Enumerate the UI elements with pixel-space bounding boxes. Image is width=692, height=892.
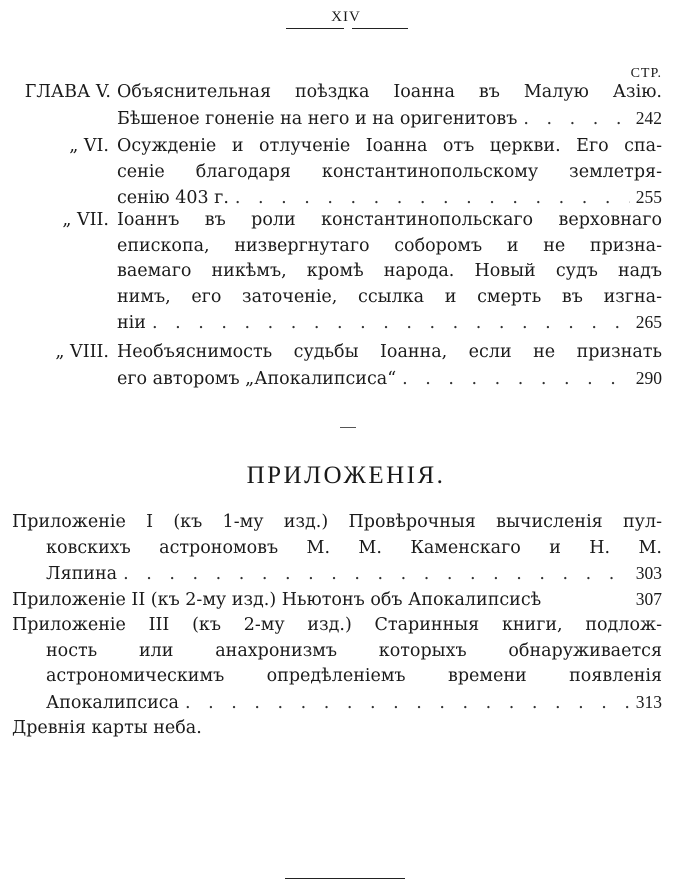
entry-line: его авторомъ „Апокалипсиса“ — [117, 368, 397, 389]
entry-line: Приложеніе I (къ 1-му изд.) Провѣрочныя вычисленія пул- — [12, 512, 662, 532]
dot-leader — [123, 562, 630, 588]
toc-entry-chapter-6 — [69, 134, 662, 212]
entry-line: Приложеніе II (къ 2-му изд.) Ньютонъ объ Апокалипсисѣ — [12, 590, 542, 610]
entry-line: астрономическимъ опредѣленіемъ времени появленія — [46, 666, 662, 686]
entry-line: епископа, низвергнутаго соборомъ и не призна- — [117, 235, 662, 256]
page-number: XIV — [331, 9, 361, 25]
footer-rule — [285, 878, 405, 879]
entry-line: сенію 403 г. — [117, 188, 229, 208]
entry-last-line — [12, 587, 662, 614]
dot-leader — [152, 311, 630, 337]
entry-line: Необъяснимость судьбы Іоанна, если не признать — [117, 342, 662, 362]
entry-line: нимъ, его заточеніе, ссылка и смерть въ изгна- — [117, 286, 662, 307]
page-ref: 313 — [635, 691, 662, 712]
entry-last-line — [12, 716, 662, 742]
toc-entry-appendix-3 — [12, 613, 662, 716]
entry-line: Приложеніе III (къ 2-му изд.) Старинныя книги, подлож- — [12, 615, 662, 635]
entry-last-line — [117, 366, 662, 393]
page-ref: 290 — [635, 367, 662, 388]
toc-entry-appendix-2 — [12, 587, 662, 614]
page-header — [0, 6, 692, 25]
dot-leader — [523, 107, 629, 133]
entry-line: Апокалипсиса — [46, 692, 179, 713]
entry-line: Бѣшеное гоненіе на него и на оригенитовъ — [117, 108, 518, 129]
entry-line: ніи — [117, 313, 146, 333]
entry-line: ковскихъ астрономовъ М. М. Каменскаго и Н. М. — [46, 537, 662, 558]
header-rule-left — [286, 28, 344, 29]
entry-last-line — [12, 690, 662, 717]
entry-line: сеніе благодаря константинопольскому землетря- — [117, 161, 662, 182]
entry-line: Объяснительная поѣздка Іоанна въ Малую Азію. — [117, 82, 662, 102]
page-ref: 265 — [635, 312, 662, 332]
entry-last-line — [117, 310, 662, 337]
toc-entry-chapter-5 — [24, 80, 662, 132]
dot-leader — [185, 691, 630, 717]
header-rule-right — [352, 28, 408, 29]
entry-line: ваемаго никѣмъ, кромѣ народа. Новый судъ надъ — [117, 261, 662, 281]
toc-entry-star-maps — [12, 716, 662, 742]
chapter-label: „ VII. — [62, 210, 109, 230]
chapter-label: ГЛАВА V. — [24, 82, 111, 102]
entry-line: Іоаннъ въ роли константинопольскаго верховнаго — [117, 210, 662, 230]
section-divider — [340, 427, 356, 428]
toc-entry-chapter-8 — [55, 340, 662, 392]
entry-line: ность или анахронизмъ которыхъ обнаруживается — [46, 640, 662, 661]
toc-entry-appendix-1 — [12, 510, 662, 588]
page-column-label: СТР. — [630, 66, 662, 81]
toc-entry-chapter-7 — [62, 208, 662, 337]
chapter-label: „ VI. — [69, 136, 109, 156]
entry-line: Древнія карты неба. — [12, 718, 202, 738]
page-ref: 307 — [635, 589, 662, 609]
chapter-label: „ VIII. — [55, 342, 109, 362]
entry-last-line — [12, 561, 662, 588]
page-ref: 242 — [635, 107, 662, 128]
entry-line: Ляпина — [46, 564, 118, 584]
page-ref: 303 — [635, 563, 662, 583]
appendix-section-title: ПРИЛОЖЕНІЯ. — [246, 462, 446, 489]
entry-last-line — [117, 106, 662, 133]
dot-leader — [402, 367, 630, 393]
entry-line: Осужденіе и отлученіе Іоанна отъ церкви. Его спа- — [117, 136, 662, 156]
page-ref: 255 — [635, 187, 662, 207]
